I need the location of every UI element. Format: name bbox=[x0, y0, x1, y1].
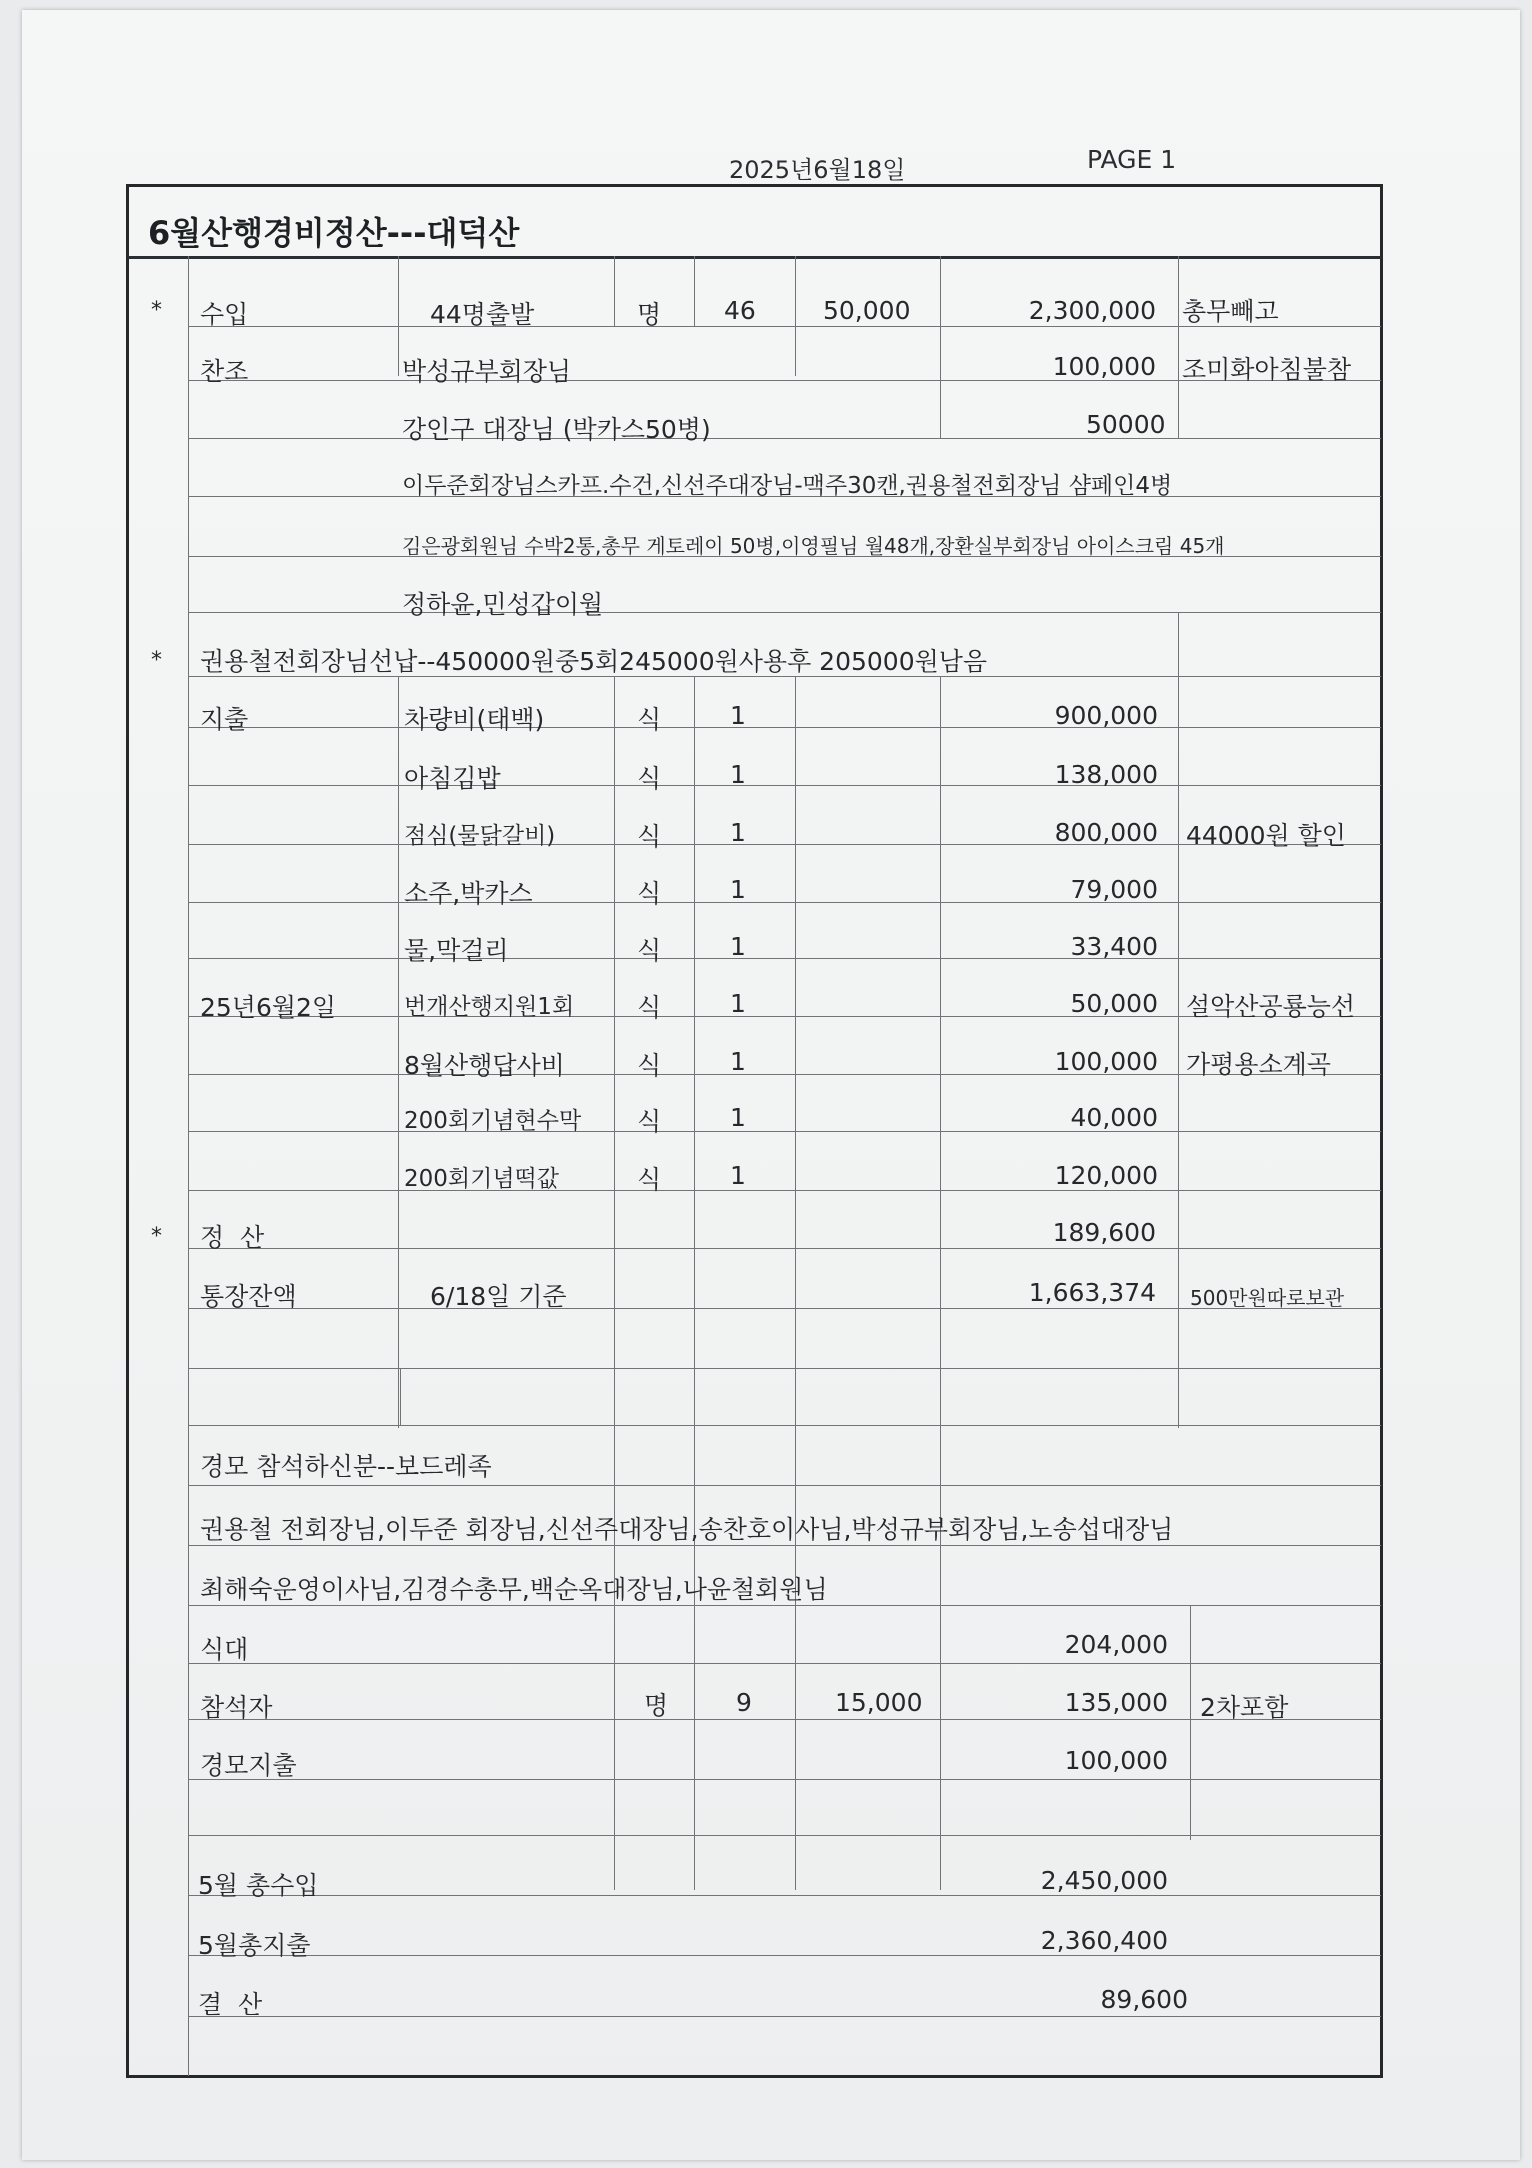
income-amount: 2,300,000 bbox=[1028, 296, 1156, 325]
sponsor-line4: 김은광회원님 수박2통,총무 게토레이 50병,이영필님 월48개,장환실부회장님 아이스크림 45개 bbox=[402, 534, 1225, 558]
expense-item-amount: 79,000 bbox=[1070, 875, 1158, 904]
expense-item-desc: 번개산행지원1회 bbox=[404, 994, 575, 1020]
income-count: 46 bbox=[724, 296, 756, 325]
total-income-label: 5월 총수입 bbox=[198, 1871, 319, 1900]
expense-item-desc: 소주,박카스 bbox=[404, 879, 533, 908]
expense-label: 지출 bbox=[200, 705, 249, 734]
expense-item-amount: 40,000 bbox=[1070, 1103, 1158, 1132]
final-result-label: 결 산 bbox=[198, 1990, 263, 2019]
income-price: 50,000 bbox=[823, 296, 911, 325]
grid-row-line bbox=[188, 438, 1381, 439]
board-names-2: 최해숙운영이사님,김경수총무,백순옥대장님,나윤철회원님 bbox=[200, 1575, 828, 1604]
expense-item-unit: 식 bbox=[637, 1165, 662, 1194]
expense-item-qty: 1 bbox=[730, 1103, 746, 1132]
expense-item-qty: 1 bbox=[730, 1161, 746, 1190]
sponsor-line1: 박성규부회장님 bbox=[402, 357, 572, 386]
expense-item-unit: 식 bbox=[637, 879, 662, 908]
total-expense-label: 5월총지출 bbox=[198, 1931, 311, 1960]
expense-date: 25년6월2일 bbox=[200, 993, 337, 1022]
board-expense-label: 경모지출 bbox=[200, 1751, 297, 1780]
prepay-marker: * bbox=[151, 648, 162, 673]
meal-label: 식대 bbox=[200, 1635, 249, 1664]
income-note: 총무빼고 bbox=[1182, 297, 1279, 326]
income-marker: * bbox=[151, 298, 162, 323]
expense-item-note: 44000원 할인 bbox=[1186, 821, 1346, 850]
bank-label: 통장잔액 bbox=[200, 1282, 297, 1311]
grid-row-line bbox=[188, 1190, 1381, 1191]
sponsor-line2: 강인구 대장님 (박카스50병) bbox=[402, 415, 711, 444]
income-unit: 명 bbox=[637, 300, 662, 329]
expense-item-unit: 식 bbox=[637, 993, 662, 1022]
attendee-amount: 135,000 bbox=[1064, 1688, 1168, 1717]
expense-item-amount: 138,000 bbox=[1054, 760, 1158, 789]
sponsor-line2-amount: 50000 bbox=[1086, 410, 1166, 439]
income-desc: 44명출발 bbox=[430, 300, 535, 329]
attendee-label: 참석자 bbox=[200, 1693, 273, 1722]
expense-item-desc: 200회기념현수막 bbox=[404, 1108, 582, 1134]
grid-row-line bbox=[188, 1131, 1381, 1132]
page-number: PAGE 1 bbox=[1087, 145, 1177, 174]
grid-column-line bbox=[795, 256, 796, 376]
title-divider bbox=[128, 256, 1381, 259]
expense-item-unit: 식 bbox=[637, 936, 662, 965]
grid-row-line bbox=[188, 1663, 1381, 1664]
expense-item-desc: 아침김밥 bbox=[404, 764, 501, 793]
expense-item-desc: 물,막걸리 bbox=[404, 936, 509, 965]
grid-row-line bbox=[188, 727, 1381, 728]
expense-item-amount: 50,000 bbox=[1070, 989, 1158, 1018]
expense-item-unit: 식 bbox=[637, 705, 662, 734]
expense-item-amount: 100,000 bbox=[1054, 1047, 1158, 1076]
bank-note: 500만원따로보관 bbox=[1190, 1286, 1345, 1310]
grid-row-line bbox=[188, 1955, 1381, 1956]
expense-item-amount: 33,400 bbox=[1070, 932, 1158, 961]
expense-item-unit: 식 bbox=[637, 764, 662, 793]
grid-row-line bbox=[188, 1895, 1381, 1896]
expense-item-note: 설악산공룡능선 bbox=[1186, 992, 1356, 1021]
sponsor-line3: 이두준회장님스카프.수건,신선주대장님-맥주30캔,권용철전회장님 샴페인4병 bbox=[402, 473, 1173, 499]
expense-item-qty: 1 bbox=[730, 932, 746, 961]
grid-column-line bbox=[940, 676, 941, 1890]
board-heading: 경모 참석하신분--보드레족 bbox=[200, 1452, 492, 1481]
board-expense-amount: 100,000 bbox=[1064, 1746, 1168, 1775]
grid-row-line bbox=[188, 1835, 1381, 1836]
grid-row-line bbox=[188, 612, 1381, 613]
expense-item-desc: 8월산행답사비 bbox=[404, 1051, 565, 1080]
expense-item-unit: 식 bbox=[637, 1051, 662, 1080]
grid-row-line bbox=[188, 1485, 1381, 1486]
expense-item-desc: 200회기념떡값 bbox=[404, 1166, 559, 1192]
grid-row-line bbox=[188, 902, 1381, 903]
attendee-price: 15,000 bbox=[835, 1688, 923, 1717]
expense-item-desc: 점심(물닭갈비) bbox=[404, 823, 556, 849]
expense-item-qty: 1 bbox=[730, 818, 746, 847]
grid-row-line bbox=[188, 785, 1381, 786]
grid-column-line bbox=[400, 1368, 401, 1425]
attendee-unit: 명 bbox=[644, 1691, 669, 1720]
expense-item-amount: 900,000 bbox=[1054, 701, 1158, 730]
board-names-1: 권용철 전회장님,이두준 회장님,신선주대장님,송찬호이사님,박성규부회장님,노송섭대장님 bbox=[200, 1515, 1174, 1544]
attendee-count: 9 bbox=[736, 1688, 752, 1717]
grid-column-line bbox=[188, 256, 189, 2076]
expense-item-qty: 1 bbox=[730, 1047, 746, 1076]
expense-item-desc: 차량비(태백) bbox=[404, 705, 545, 734]
sponsor-line1-note: 조미화아침불참 bbox=[1182, 355, 1352, 384]
grid-column-line bbox=[694, 256, 695, 326]
expense-item-amount: 120,000 bbox=[1054, 1161, 1158, 1190]
meal-amount: 204,000 bbox=[1064, 1630, 1168, 1659]
total-income-amount: 2,450,000 bbox=[1040, 1866, 1168, 1895]
total-expense-amount: 2,360,400 bbox=[1040, 1926, 1168, 1955]
income-label: 수입 bbox=[200, 300, 249, 329]
prepay-text: 권용철전회장님선납--450000원중5회245000원사용후 205000원남음 bbox=[200, 647, 988, 676]
document-date: 2025년6월18일 bbox=[729, 156, 906, 184]
bank-amount: 1,663,374 bbox=[1028, 1278, 1156, 1307]
expense-item-unit: 식 bbox=[637, 822, 662, 851]
grid-column-line bbox=[694, 676, 695, 1890]
final-result-amount: 89,600 bbox=[1100, 1985, 1188, 2014]
grid-row-line bbox=[188, 1425, 1381, 1426]
expense-item-qty: 1 bbox=[730, 760, 746, 789]
expense-item-qty: 1 bbox=[730, 989, 746, 1018]
grid-column-line bbox=[1190, 1605, 1191, 1840]
settlement-amount: 189,600 bbox=[1052, 1218, 1156, 1247]
grid-column-line bbox=[614, 676, 615, 1890]
grid-column-line bbox=[614, 256, 615, 326]
grid-row-line bbox=[188, 958, 1381, 959]
grid-row-line bbox=[188, 1368, 1381, 1369]
expense-item-qty: 1 bbox=[730, 875, 746, 904]
sponsor-line5: 정하윤,민성갑이월 bbox=[402, 590, 604, 619]
settlement-label: 정 산 bbox=[200, 1223, 265, 1252]
sponsor-label: 찬조 bbox=[200, 357, 249, 386]
expense-item-note: 가평용소계곡 bbox=[1186, 1050, 1331, 1079]
sponsor-line1-amount: 100,000 bbox=[1052, 352, 1156, 381]
grid-row-line bbox=[188, 1248, 1381, 1249]
bank-basis: 6/18일 기준 bbox=[430, 1282, 567, 1311]
settlement-marker: * bbox=[151, 1224, 162, 1249]
grid-column-line bbox=[398, 256, 399, 376]
grid-column-line bbox=[398, 676, 399, 1428]
page-title: 6월산행경비정산---대덕산 bbox=[148, 214, 520, 252]
expense-item-unit: 식 bbox=[637, 1107, 662, 1136]
grid-column-line bbox=[940, 256, 941, 438]
grid-row-line bbox=[188, 2016, 1381, 2017]
grid-column-line bbox=[795, 676, 796, 1890]
grid-column-line bbox=[1178, 256, 1179, 438]
expense-item-amount: 800,000 bbox=[1054, 818, 1158, 847]
grid-row-line bbox=[188, 1779, 1381, 1780]
expense-item-qty: 1 bbox=[730, 701, 746, 730]
attendee-note: 2차포함 bbox=[1200, 1693, 1289, 1722]
grid-column-line bbox=[1178, 612, 1179, 1428]
